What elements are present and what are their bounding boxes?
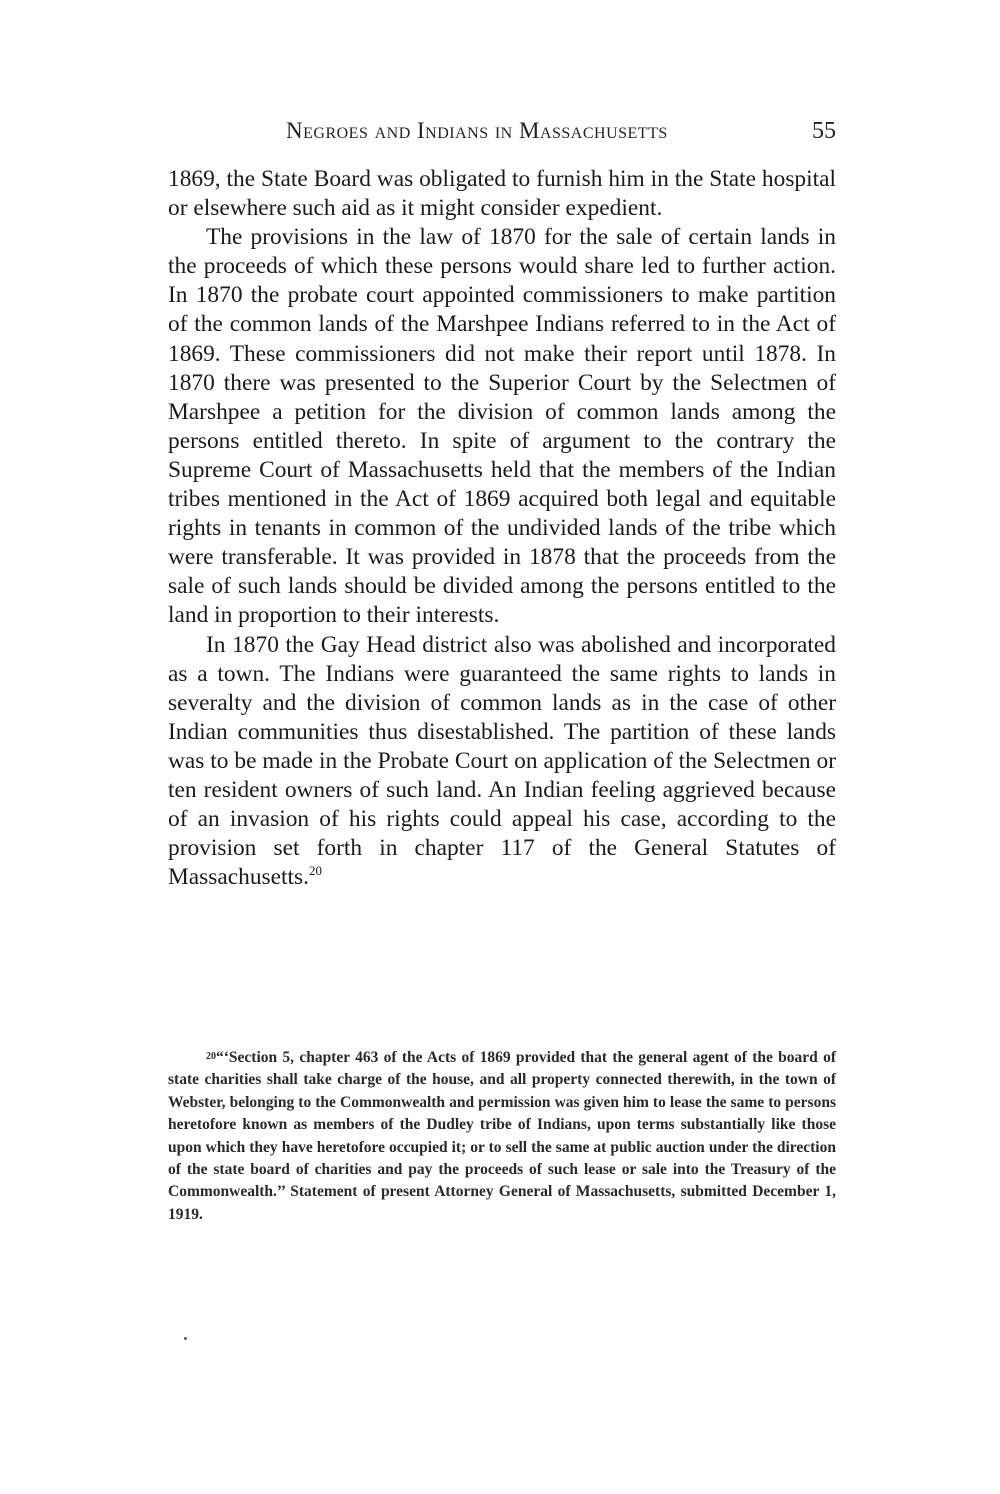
- page-number: 55: [812, 118, 836, 144]
- footnote-text: “‘Section 5, chapter 463 of the Acts of 1869 provided that the general agent of the board of state charities shall take charge of the house, and all property connected therewith, in the town of Webster, belonging to the Commonwealth and permission was given him to lease the same to persons heretofore known as members of the Dudley tribe of Indians, upon terms substantially like those upon which they have heretofore occupied it; or to sell the same at public auction under the direction of the state board of charities and pay the proceeds of such lease or sale into the Treasury of the Commonwealth.’’ Statement of present Attorney General of Massachusetts, submitted December 1, 1919.: [168, 1049, 836, 1223]
- running-head: [168, 118, 836, 148]
- paragraph-gay-head-text: In 1870 the Gay Head district also was abolished and incorporated as a town. The Indians were guaranteed the same rights to lands in severalty and the division of common lands as in the case of other Indian communities thus disestablished. The partition of these lands was to be made in the Probate Court on application of the Selectmen or ten resident owners of such land. An Indian feeling aggrieved because of an invasion of his rights could appeal his case, according to the provision set forth in chapter 117 of the General Statutes of Massachusetts.: [168, 631, 836, 891]
- footnote-marker: 20: [206, 1051, 216, 1062]
- running-title: Negroes and Indians in Massachusetts: [286, 118, 668, 143]
- footnote-reference: 20: [308, 863, 322, 879]
- paragraph-marshpee: The provisions in the law of 1870 for the sale of certain lands in the proceeds of which these persons would share led to further action. In 1870 the probate court appointed commissioners to make partition of the common lands of the Marshpee Indians referred to in the Act of 1869. These commissioners did not make their report until 1878. In 1870 there was presented to the Superior Court by the Selectmen of Marshpee a petition for the division of common lands among the persons entitled thereto. In spite of argument to the contrary the Supreme Court of Massachusetts held that the members of the Indian tribes mentioned in the Act of 1869 acquired both legal and equitable rights in tenants in common of the undivided lands of the tribe which were transferable. It was provided in 1878 that the proceeds from the sale of such lands should be divided among the persons entitled to the land in proportion to their interests.: [168, 224, 836, 629]
- body-text: [168, 165, 836, 892]
- footnote: [168, 1046, 836, 1226]
- paragraph-gay-head: [168, 631, 836, 893]
- footnote-paragraph: [168, 1046, 836, 1226]
- scan-speck: [184, 1337, 187, 1340]
- paragraph-continuation: 1869, the State Board was obligated to furnish him in the State hospital or elsewhere such aid as it might consider expedient.: [168, 166, 836, 222]
